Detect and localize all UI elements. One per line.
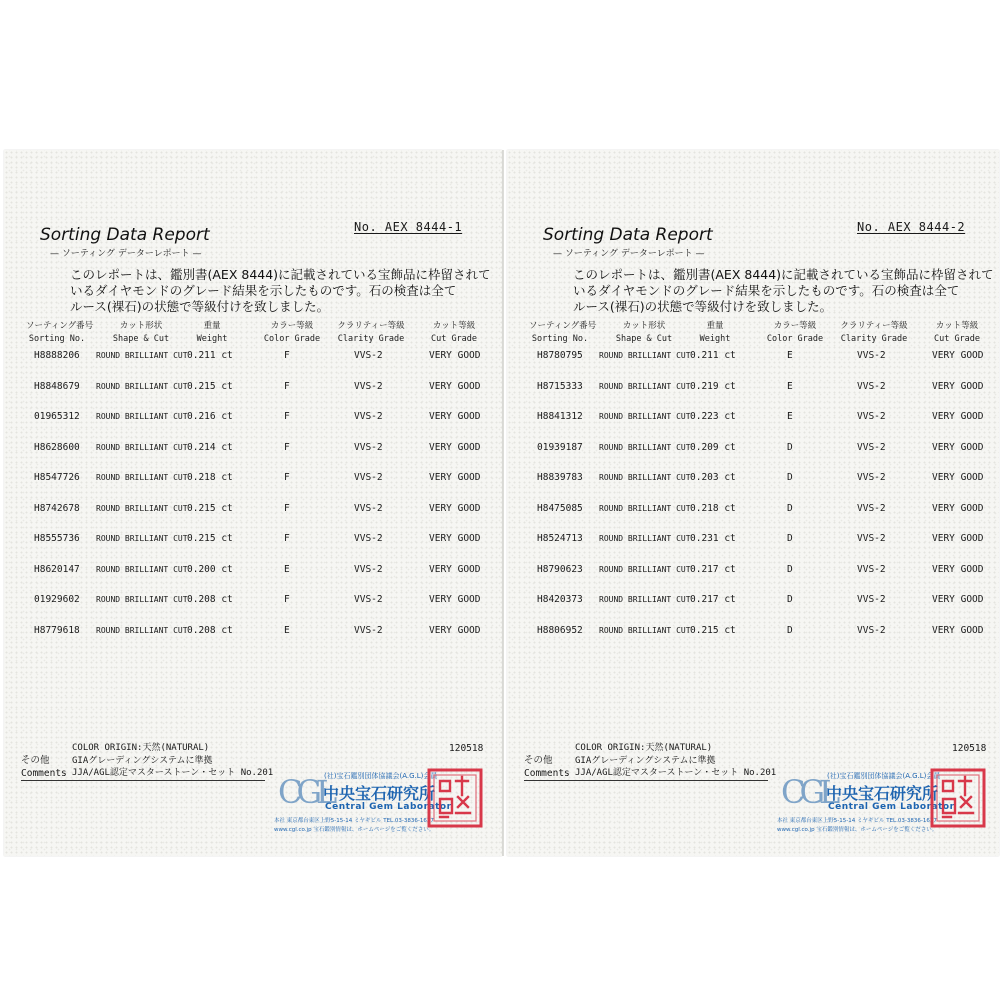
- cell-clarity: VVS-2: [354, 411, 383, 422]
- cell-no: H8628600: [34, 441, 80, 453]
- cell-shape: ROUND BRILLIANT CUT: [96, 351, 188, 360]
- header-jp: カット形状: [622, 321, 666, 331]
- cell-weight: 0.215 ct: [187, 502, 233, 514]
- header-clarity-grade: [837, 320, 911, 346]
- cell-color: E: [787, 380, 793, 392]
- cell-weight: 0.214 ct: [187, 441, 233, 453]
- report-number: No. AEX 8444-2: [857, 220, 966, 234]
- cell-weight: 0.217 ct: [690, 563, 736, 575]
- intro-line: ルース(裸石)の状態で等級付けを致しました。: [573, 299, 833, 314]
- cell-color: E: [284, 563, 290, 575]
- intro-line: いるダイヤモンドのグレード結果を示したものです。石の検査は全て: [70, 283, 457, 298]
- cell-no: H8620147: [34, 563, 80, 575]
- lab-imprint: [769, 765, 955, 835]
- header-clarity-grade: [334, 320, 408, 346]
- table-row: [4, 533, 502, 547]
- cell-shape: ROUND BRILLIANT CUT: [599, 595, 691, 604]
- lab-association: (社)宝石鑑別団体協議会(A.G.L)会員: [827, 772, 941, 780]
- table-row: [507, 503, 999, 517]
- header-jp: 重量: [706, 321, 724, 331]
- table-row: [4, 625, 502, 639]
- report-title: Sorting Data Report: [543, 225, 713, 245]
- comments-underline: [21, 780, 265, 781]
- comments-label-jp: その他: [21, 755, 50, 766]
- header-en: Cut Grade: [430, 334, 478, 344]
- intro-line: いるダイヤモンドのグレード結果を示したものです。石の検査は全て: [573, 283, 960, 298]
- cell-clarity: VVS-2: [857, 380, 886, 392]
- report-code: 120518: [952, 743, 987, 754]
- cgl-logo-icon: CGL: [781, 773, 835, 811]
- header-jp: 重量: [203, 321, 221, 331]
- header-jp: クラリティー等級: [840, 321, 908, 331]
- cell-weight: 0.223 ct: [690, 411, 736, 422]
- cell-weight: 0.215 ct: [187, 533, 233, 544]
- report-code: 120518: [449, 743, 484, 754]
- cell-weight: 0.215 ct: [690, 624, 736, 636]
- header-weight: [187, 320, 237, 346]
- cell-color: F: [284, 502, 290, 514]
- cell-clarity: VVS-2: [354, 502, 383, 514]
- cell-no: H8420373: [537, 594, 583, 605]
- cell-no: H8848679: [34, 380, 80, 392]
- table-row: [4, 594, 502, 608]
- report-number: No. AEX 8444-1: [354, 220, 463, 234]
- cell-color: F: [284, 350, 290, 361]
- cell-cut: VERY GOOD: [932, 624, 984, 636]
- header-jp: カット形状: [119, 321, 163, 331]
- cell-color: D: [787, 563, 793, 575]
- cell-shape: ROUND BRILLIANT CUT: [599, 503, 691, 513]
- header-color-grade: [260, 320, 324, 346]
- table-row: [4, 472, 502, 486]
- lab-address-line: 本社 東京都台東区上野5-15-14 ミヤギビル TEL.03-3836-1627: [777, 818, 937, 824]
- lab-name-en: Central Gem Laborator: [325, 802, 452, 812]
- cell-color: D: [787, 441, 793, 453]
- header-jp: カット等級: [935, 321, 979, 331]
- report-subtitle: — ソーティング データーレポート —: [553, 249, 705, 259]
- table-row: [507, 350, 999, 364]
- cell-clarity: VVS-2: [354, 472, 383, 483]
- table-row: [507, 625, 999, 639]
- red-seal-stamp-icon: [426, 767, 484, 829]
- intro-text: [573, 267, 994, 315]
- comments-label-en: Comments: [21, 768, 67, 779]
- cell-weight: 0.208 ct: [187, 594, 233, 605]
- header-en: Clarity Grade: [337, 334, 405, 344]
- comment-line: GIAグレーディングシステムに準拠: [72, 755, 213, 766]
- cell-cut: VERY GOOD: [932, 472, 984, 483]
- header-sorting-no: [26, 320, 94, 346]
- lab-address: [274, 817, 434, 835]
- cell-cut: VERY GOOD: [429, 624, 481, 636]
- cell-shape: ROUND BRILLIANT CUT: [599, 412, 691, 421]
- header-en: Color Grade: [263, 334, 321, 344]
- cell-weight: 0.216 ct: [187, 411, 233, 422]
- cell-clarity: VVS-2: [857, 411, 886, 422]
- cell-cut: VERY GOOD: [932, 563, 984, 575]
- cell-clarity: VVS-2: [857, 624, 886, 636]
- header-weight: [690, 320, 740, 346]
- cell-no: H8888206: [34, 350, 80, 361]
- cell-shape: ROUND BRILLIANT CUT: [599, 442, 691, 452]
- comments-underline: [524, 780, 768, 781]
- cell-color: F: [284, 472, 290, 483]
- cell-weight: 0.211 ct: [187, 350, 233, 361]
- cell-color: D: [787, 502, 793, 514]
- header-en: Weight: [196, 334, 228, 344]
- table-row: [507, 533, 999, 547]
- table-row: [507, 442, 999, 456]
- intro-line: このレポートは、鑑別書(AEX 8444)に記載されている宝飾品に枠留されて: [70, 267, 491, 282]
- cell-color: F: [284, 594, 290, 605]
- table-row: [507, 411, 999, 425]
- cell-shape: ROUND BRILLIANT CUT: [96, 473, 188, 482]
- cell-clarity: VVS-2: [857, 472, 886, 483]
- cell-cut: VERY GOOD: [429, 502, 481, 514]
- cell-weight: 0.215 ct: [187, 380, 233, 392]
- cell-weight: 0.218 ct: [690, 502, 736, 514]
- comments-label-jp: その他: [524, 755, 553, 766]
- header-jp: カラー等級: [773, 321, 817, 331]
- table-row: [507, 564, 999, 578]
- header-cut-grade: [927, 320, 987, 346]
- cell-clarity: VVS-2: [354, 441, 383, 453]
- lab-association: (社)宝石鑑別団体協議会(A.G.L)会員: [324, 772, 438, 780]
- cell-clarity: VVS-2: [354, 350, 383, 361]
- table-row: [507, 472, 999, 486]
- cell-cut: VERY GOOD: [932, 441, 984, 453]
- cell-weight: 0.211 ct: [690, 350, 736, 361]
- lab-web-line: www.cgl.co.jp 宝石鑑別情報は、ホームページをご覧ください。: [274, 827, 435, 833]
- cell-no: H8715333: [537, 380, 583, 392]
- intro-line: ルース(裸石)の状態で等級付けを致しました。: [70, 299, 330, 314]
- header-color-grade: [763, 320, 827, 346]
- cell-no: H8555736: [34, 533, 80, 544]
- cell-clarity: VVS-2: [857, 594, 886, 605]
- header-sorting-no: [529, 320, 597, 346]
- report-subtitle: — ソーティング データーレポート —: [50, 249, 202, 259]
- header-en: Color Grade: [766, 334, 824, 344]
- cell-cut: VERY GOOD: [932, 594, 984, 605]
- cell-clarity: VVS-2: [857, 502, 886, 514]
- cell-clarity: VVS-2: [354, 624, 383, 636]
- header-en: Clarity Grade: [840, 334, 908, 344]
- comments-label: [524, 754, 570, 780]
- cell-shape: ROUND BRILLIANT CUT: [599, 473, 691, 482]
- cell-weight: 0.218 ct: [187, 472, 233, 483]
- cell-shape: ROUND BRILLIANT CUT: [96, 625, 188, 635]
- cell-cut: VERY GOOD: [429, 441, 481, 453]
- cell-cut: VERY GOOD: [932, 350, 984, 361]
- cell-color: F: [284, 441, 290, 453]
- cell-color: F: [284, 411, 290, 422]
- cell-shape: ROUND BRILLIANT CUT: [96, 412, 188, 421]
- cell-shape: ROUND BRILLIANT CUT: [96, 442, 188, 452]
- cell-no: H8547726: [34, 472, 80, 483]
- table-row: [4, 442, 502, 456]
- table-row: [507, 594, 999, 608]
- cell-no: H8779618: [34, 624, 80, 636]
- header-jp: カラー等級: [270, 321, 314, 331]
- header-en: Weight: [699, 334, 731, 344]
- header-en: Shape & Cut: [615, 334, 673, 344]
- header-jp: クラリティー等級: [337, 321, 405, 331]
- cell-weight: 0.208 ct: [187, 624, 233, 636]
- report-title: Sorting Data Report: [40, 225, 210, 245]
- cell-clarity: VVS-2: [354, 594, 383, 605]
- cell-no: H8841312: [537, 411, 583, 422]
- header-shape-cut: [609, 320, 679, 346]
- cgl-logo-icon: CGL: [278, 773, 332, 811]
- cell-cut: VERY GOOD: [932, 380, 984, 392]
- comments-label: [21, 754, 67, 780]
- table-row: [4, 411, 502, 425]
- cell-no: H8780795: [537, 350, 583, 361]
- cell-no: 01939187: [537, 441, 583, 453]
- cell-color: E: [284, 624, 290, 636]
- cell-color: E: [787, 411, 793, 422]
- comment-line: JJA/AGL認定マスターストーン・セット No.201: [575, 768, 777, 778]
- cell-cut: VERY GOOD: [429, 563, 481, 575]
- cell-clarity: VVS-2: [857, 350, 886, 361]
- cell-shape: ROUND BRILLIANT CUT: [96, 595, 188, 604]
- cell-shape: ROUND BRILLIANT CUT: [599, 351, 691, 360]
- cell-color: D: [787, 594, 793, 605]
- cell-cut: VERY GOOD: [932, 411, 984, 422]
- table-row: [4, 503, 502, 517]
- header-jp: カット等級: [432, 321, 476, 331]
- cell-color: F: [284, 533, 290, 544]
- lab-name-en: Central Gem Laborator: [828, 802, 955, 812]
- cell-clarity: VVS-2: [857, 533, 886, 544]
- comments-text: [72, 742, 273, 780]
- cell-color: F: [284, 380, 290, 392]
- lab-address-line: 本社 東京都台東区上野5-15-14 ミヤギビル TEL.03-3836-1627: [274, 818, 434, 824]
- cell-color: D: [787, 472, 793, 483]
- lab-address: [777, 817, 937, 835]
- cell-shape: ROUND BRILLIANT CUT: [96, 564, 188, 574]
- cell-shape: ROUND BRILLIANT CUT: [599, 381, 691, 391]
- table-row: [507, 381, 999, 395]
- header-en: Shape & Cut: [112, 334, 170, 344]
- cell-cut: VERY GOOD: [429, 350, 481, 361]
- cell-clarity: VVS-2: [857, 441, 886, 453]
- cell-shape: ROUND BRILLIANT CUT: [599, 534, 691, 543]
- table-row: [4, 564, 502, 578]
- cell-cut: VERY GOOD: [429, 380, 481, 392]
- cell-no: H8790623: [537, 563, 583, 575]
- lab-imprint: [266, 765, 452, 835]
- cell-color: E: [787, 350, 793, 361]
- cell-no: H8806952: [537, 624, 583, 636]
- table-row: [4, 350, 502, 364]
- cell-no: H8475085: [537, 502, 583, 514]
- cell-weight: 0.203 ct: [690, 472, 736, 483]
- cell-color: D: [787, 533, 793, 544]
- lab-name-jp: 中央宝石研究所: [323, 784, 436, 803]
- header-jp: ソーティング番号: [26, 321, 94, 331]
- lab-name-jp: 中央宝石研究所: [826, 784, 939, 803]
- cell-cut: VERY GOOD: [932, 533, 984, 544]
- header-jp: ソーティング番号: [529, 321, 597, 331]
- cell-no: H8742678: [34, 502, 80, 514]
- comment-line: COLOR ORIGIN:天然(NATURAL): [575, 743, 713, 753]
- cell-shape: ROUND BRILLIANT CUT: [96, 534, 188, 543]
- header-en: Sorting No.: [531, 334, 589, 344]
- lab-web-line: www.cgl.co.jp 宝石鑑別情報は、ホームページをご覧ください。: [777, 827, 938, 833]
- intro-line: このレポートは、鑑別書(AEX 8444)に記載されている宝飾品に枠留されて: [573, 267, 994, 282]
- cell-weight: 0.217 ct: [690, 594, 736, 605]
- report-sheet-1: [4, 150, 502, 856]
- cell-weight: 0.219 ct: [690, 380, 736, 392]
- header-en: Cut Grade: [933, 334, 981, 344]
- cell-shape: ROUND BRILLIANT CUT: [96, 381, 188, 391]
- cell-cut: VERY GOOD: [932, 502, 984, 514]
- cell-cut: VERY GOOD: [429, 411, 481, 422]
- cell-shape: ROUND BRILLIANT CUT: [96, 503, 188, 513]
- cell-clarity: VVS-2: [354, 533, 383, 544]
- comment-line: COLOR ORIGIN:天然(NATURAL): [72, 743, 210, 753]
- cell-cut: VERY GOOD: [429, 472, 481, 483]
- cell-shape: ROUND BRILLIANT CUT: [599, 625, 691, 635]
- page-divider: [502, 150, 504, 856]
- cell-no: 01929602: [34, 594, 80, 605]
- cell-clarity: VVS-2: [354, 380, 383, 392]
- cell-cut: VERY GOOD: [429, 533, 481, 544]
- header-cut-grade: [424, 320, 484, 346]
- comments-label-en: Comments: [524, 768, 570, 779]
- comment-line: GIAグレーディングシステムに準拠: [575, 755, 716, 766]
- cell-shape: ROUND BRILLIANT CUT: [599, 564, 691, 574]
- cell-weight: 0.200 ct: [187, 563, 233, 575]
- cell-no: 01965312: [34, 411, 80, 422]
- comment-line: JJA/AGL認定マスターストーン・セット No.201: [72, 768, 274, 778]
- cell-no: H8524713: [537, 533, 583, 544]
- cell-clarity: VVS-2: [354, 563, 383, 575]
- table-row: [4, 381, 502, 395]
- cell-weight: 0.231 ct: [690, 533, 736, 544]
- cell-no: H8839783: [537, 472, 583, 483]
- comments-text: [575, 742, 776, 780]
- intro-text: [70, 267, 491, 315]
- cell-weight: 0.209 ct: [690, 441, 736, 453]
- cell-color: D: [787, 624, 793, 636]
- red-seal-stamp-icon: [929, 767, 987, 829]
- header-shape-cut: [106, 320, 176, 346]
- report-sheet-2: [507, 150, 999, 856]
- cell-cut: VERY GOOD: [429, 594, 481, 605]
- cell-clarity: VVS-2: [857, 563, 886, 575]
- header-en: Sorting No.: [28, 334, 86, 344]
